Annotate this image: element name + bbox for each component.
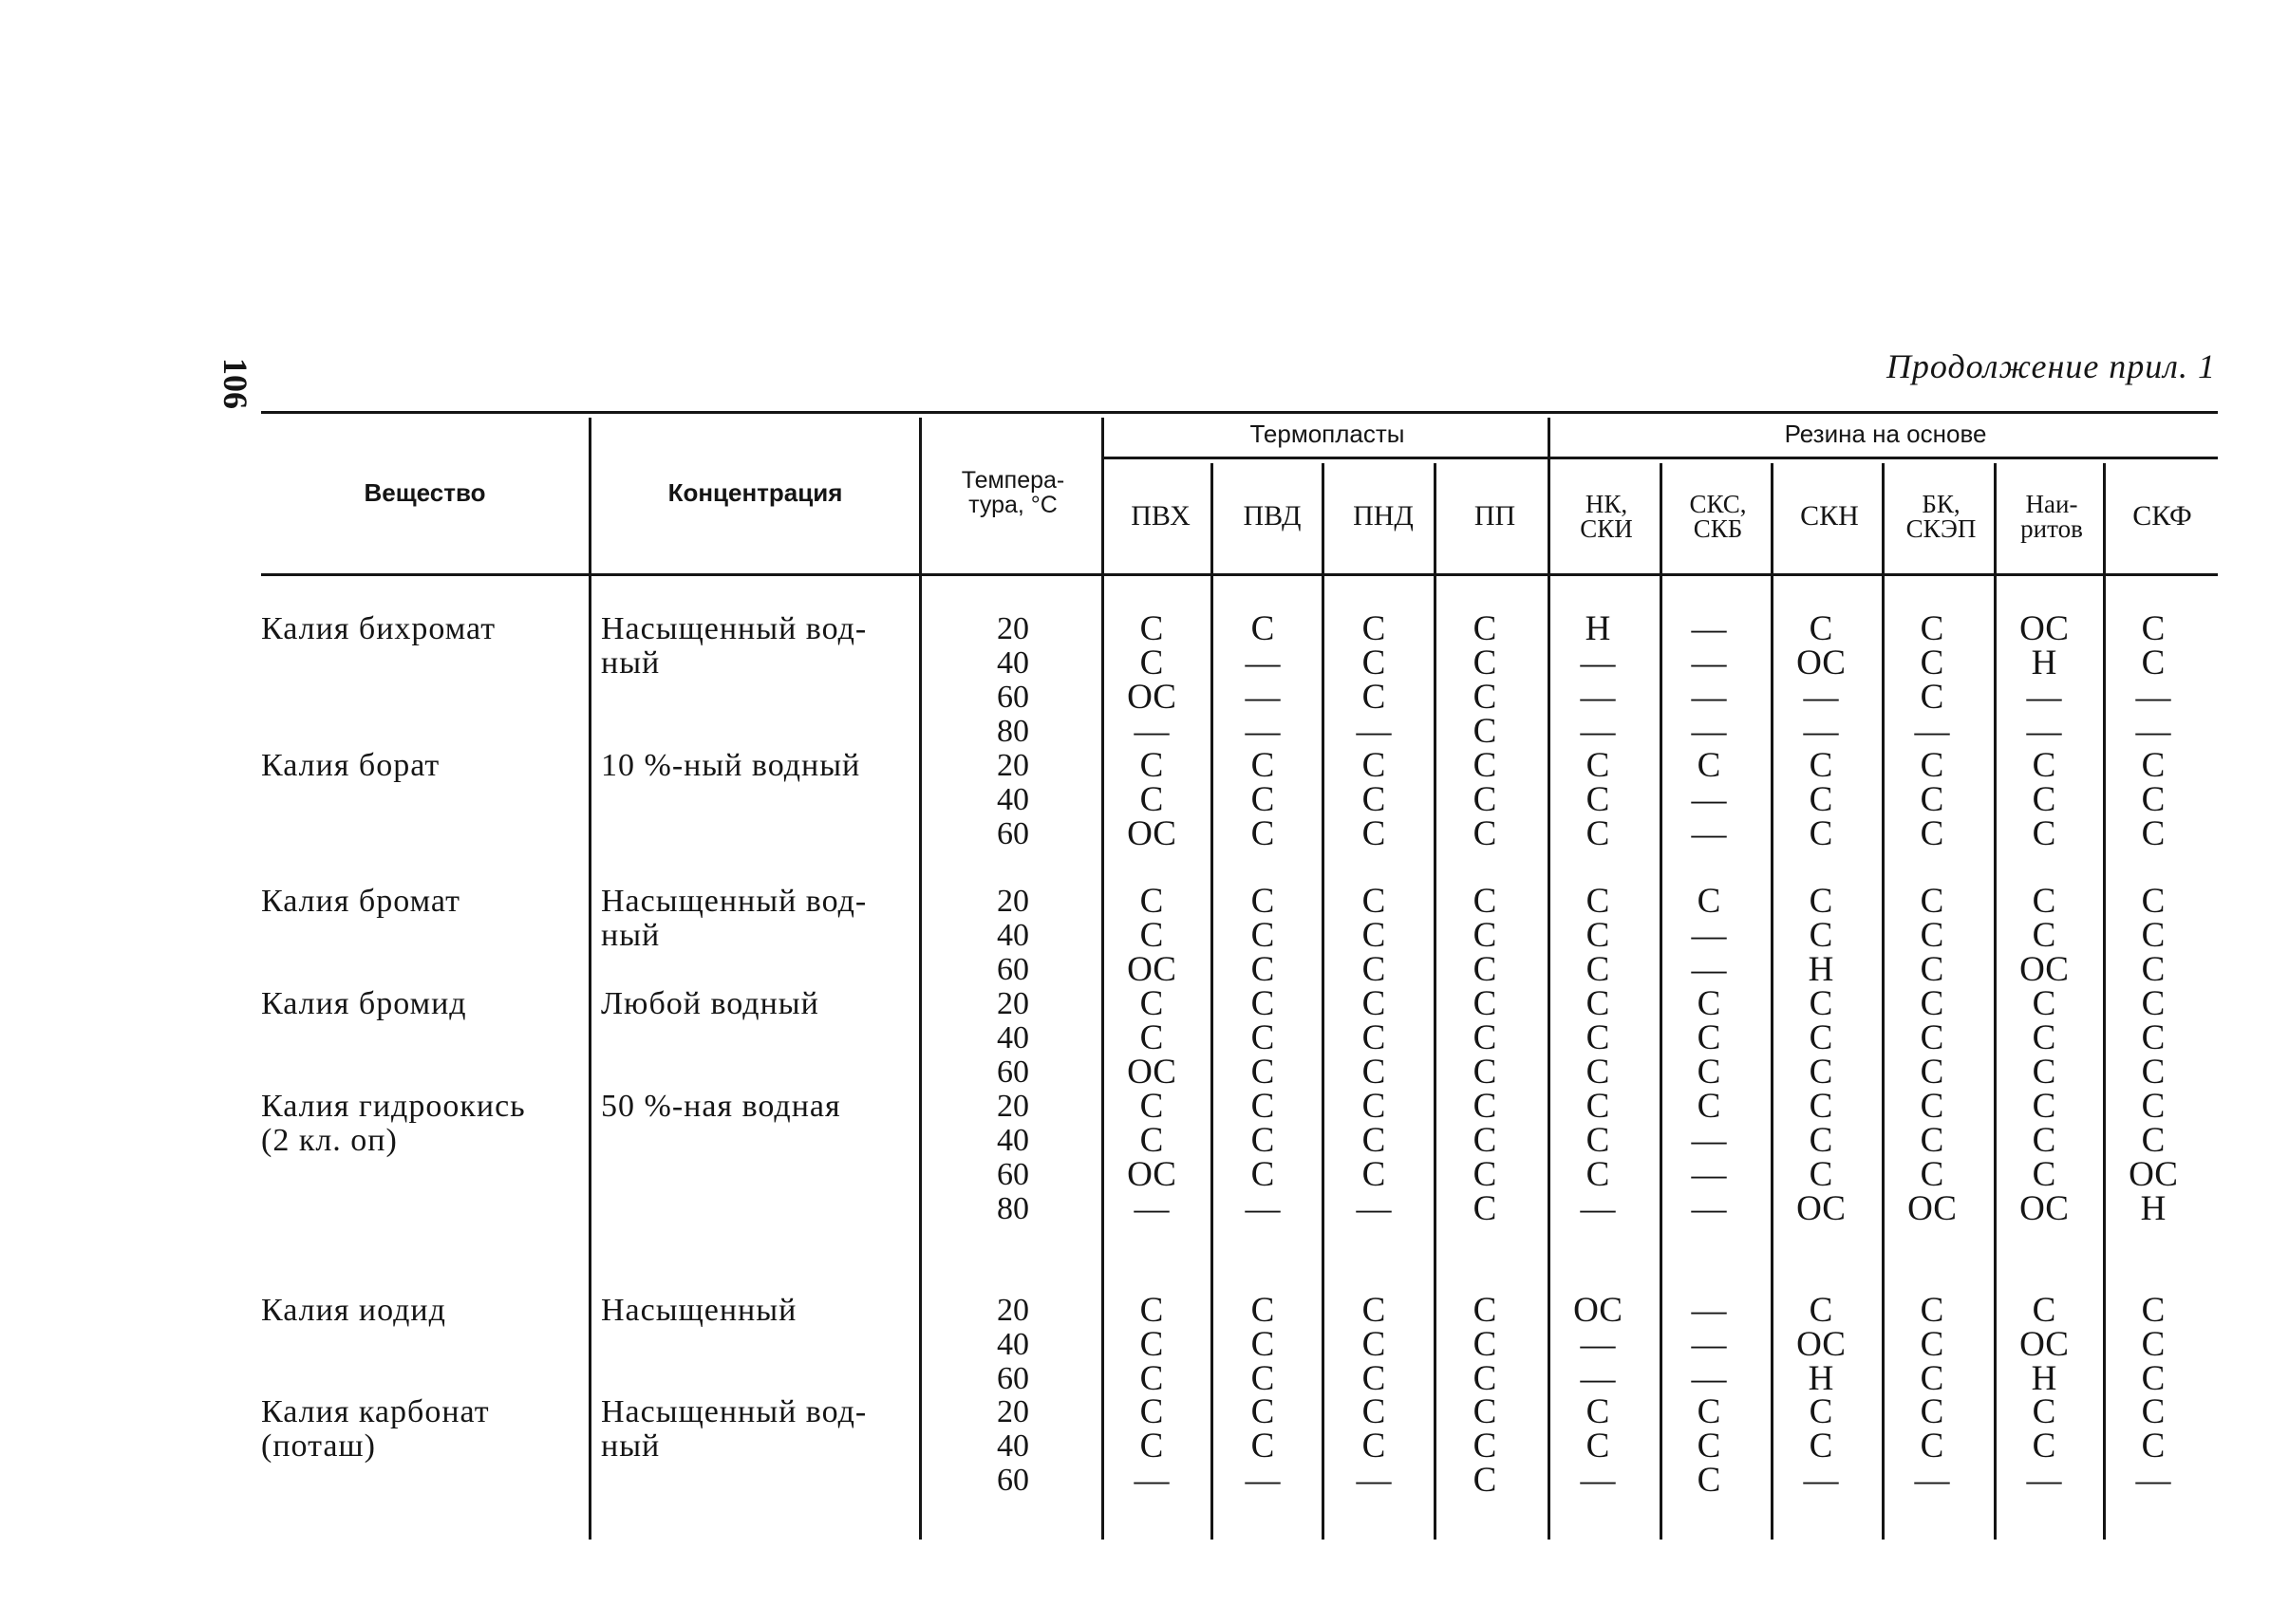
resistance-cell: С: [1361, 746, 1386, 785]
header-col-2: ПНД: [1353, 500, 1414, 532]
resistance-cell: С: [2141, 644, 2166, 682]
resistance-cell: Н: [1808, 1359, 1834, 1398]
concentration-text: Насыщенный: [601, 1293, 797, 1328]
resistance-cell: ОС: [1907, 1189, 1957, 1228]
resistance-cell: С: [1809, 984, 1833, 1023]
temperature-value: 40: [997, 782, 1029, 817]
resistance-cell: —: [1691, 1189, 1727, 1228]
resistance-cell: С: [1139, 1392, 1164, 1431]
temperature-value: 60: [997, 1055, 1029, 1090]
resistance-cell: С: [1809, 1018, 1833, 1057]
resistance-cell: ОС: [1573, 1291, 1623, 1330]
resistance-cell: С: [1585, 1087, 1610, 1126]
resistance-cell: —: [1580, 1461, 1616, 1500]
resistance-cell: —: [1245, 712, 1281, 751]
resistance-cell: Н: [1585, 609, 1611, 648]
resistance-cell: —: [1580, 644, 1616, 682]
column-divider: [1322, 463, 1324, 1540]
resistance-cell: —: [2135, 1461, 2171, 1500]
resistance-cell: С: [1250, 984, 1275, 1023]
resistance-cell: С: [1361, 814, 1386, 853]
resistance-cell: С: [1920, 1018, 1944, 1057]
resistance-cell: С: [1920, 780, 1944, 819]
resistance-cell: С: [1250, 1121, 1275, 1160]
resistance-cell: —: [1134, 1461, 1170, 1500]
concentration-text: Насыщенный вод- ный: [601, 884, 868, 953]
resistance-cell: С: [1361, 1087, 1386, 1126]
column-divider: [589, 418, 591, 1540]
resistance-cell: С: [2141, 1053, 2166, 1092]
header-col-3: ПП: [1473, 500, 1516, 532]
resistance-cell: —: [1691, 1359, 1727, 1398]
resistance-cell: С: [1809, 1087, 1833, 1126]
resistance-cell: С: [1250, 916, 1275, 955]
resistance-cell: Н: [2031, 644, 2057, 682]
resistance-cell: С: [2141, 1359, 2166, 1398]
resistance-cell: —: [1803, 712, 1839, 751]
resistance-cell: С: [2032, 916, 2056, 955]
resistance-cell: С: [2141, 1087, 2166, 1126]
resistance-cell: С: [1473, 644, 1497, 682]
resistance-cell: С: [1920, 1087, 1944, 1126]
resistance-cell: —: [1580, 1189, 1616, 1228]
resistance-cell: С: [1920, 609, 1944, 648]
resistance-cell: С: [1920, 678, 1944, 717]
temperature-value: 60: [997, 1361, 1029, 1396]
resistance-cell: С: [1809, 1427, 1833, 1465]
resistance-cell: С: [2032, 882, 2056, 921]
resistance-cell: С: [2141, 1427, 2166, 1465]
resistance-cell: —: [1356, 1189, 1392, 1228]
temperature-value: 60: [997, 1157, 1029, 1192]
resistance-cell: С: [2032, 1087, 2056, 1126]
resistance-cell: С: [1920, 1359, 1944, 1398]
header-col-7: БК, СКЭП: [1905, 490, 1977, 543]
resistance-cell: С: [1473, 1189, 1497, 1228]
substance-name: Калия борат: [261, 748, 441, 783]
resistance-cell: С: [1920, 916, 1944, 955]
resistance-cell: ОС: [2019, 1325, 2069, 1364]
resistance-cell: С: [1361, 1053, 1386, 1092]
resistance-cell: —: [2026, 1461, 2062, 1500]
resistance-cell: С: [1250, 746, 1275, 785]
resistance-cell: С: [2032, 984, 2056, 1023]
temperature-value: 40: [997, 1020, 1029, 1055]
temperature-value: 60: [997, 816, 1029, 851]
resistance-cell: С: [1473, 1359, 1497, 1398]
resistance-cell: С: [1920, 1291, 1944, 1330]
resistance-cell: С: [1473, 746, 1497, 785]
resistance-cell: С: [2141, 746, 2166, 785]
resistance-cell: С: [1361, 1018, 1386, 1057]
resistance-cell: С: [1361, 780, 1386, 819]
temperature-value: 20: [997, 1394, 1029, 1429]
resistance-cell: С: [1473, 1392, 1497, 1431]
resistance-cell: С: [2141, 814, 2166, 853]
resistance-cell: С: [2141, 1325, 2166, 1364]
resistance-cell: —: [1134, 1189, 1170, 1228]
resistance-cell: С: [1250, 609, 1275, 648]
resistance-cell: С: [1473, 1291, 1497, 1330]
resistance-cell: С: [1473, 609, 1497, 648]
resistance-cell: С: [1697, 984, 1721, 1023]
resistance-cell: —: [1356, 712, 1392, 751]
header-bottom-rule: [261, 573, 2218, 576]
resistance-cell: С: [1920, 1392, 1944, 1431]
resistance-cell: С: [1697, 746, 1721, 785]
resistance-cell: ОС: [1796, 1325, 1846, 1364]
resistance-cell: С: [1473, 712, 1497, 751]
header-substance: Вещество: [364, 477, 486, 507]
resistance-cell: —: [1245, 1189, 1281, 1228]
resistance-cell: —: [1691, 780, 1727, 819]
resistance-cell: С: [1250, 1155, 1275, 1194]
resistance-cell: С: [2141, 882, 2166, 921]
resistance-cell: С: [1250, 1291, 1275, 1330]
resistance-cell: С: [1697, 1018, 1721, 1057]
temperature-value: 40: [997, 918, 1029, 953]
resistance-cell: С: [1585, 1155, 1610, 1194]
resistance-cell: С: [1361, 916, 1386, 955]
resistance-cell: С: [1473, 916, 1497, 955]
resistance-cell: С: [1250, 882, 1275, 921]
header-col-1: ПВД: [1243, 500, 1302, 532]
resistance-cell: С: [1139, 1325, 1164, 1364]
resistance-cell: —: [1914, 712, 1950, 751]
page-number: 106: [216, 358, 254, 409]
header-col-6: СКН: [1800, 500, 1859, 532]
temperature-value: 40: [997, 1428, 1029, 1464]
resistance-cell: С: [1473, 1018, 1497, 1057]
resistance-cell: С: [1585, 1018, 1610, 1057]
temperature-value: 20: [997, 1293, 1029, 1328]
resistance-cell: С: [1809, 746, 1833, 785]
resistance-cell: С: [1585, 984, 1610, 1023]
resistance-cell: —: [1691, 950, 1727, 989]
resistance-cell: С: [1139, 1018, 1164, 1057]
resistance-cell: С: [1473, 1121, 1497, 1160]
substance-name: Калия бромат: [261, 884, 460, 919]
column-divider: [1434, 463, 1436, 1540]
resistance-cell: С: [1361, 1121, 1386, 1160]
resistance-cell: С: [1361, 882, 1386, 921]
resistance-cell: С: [1361, 1155, 1386, 1194]
resistance-cell: —: [1245, 678, 1281, 717]
resistance-cell: С: [2141, 1121, 2166, 1160]
resistance-cell: —: [1691, 1291, 1727, 1330]
resistance-cell: С: [1809, 1155, 1833, 1194]
resistance-cell: С: [2141, 1392, 2166, 1431]
resistance-cell: С: [1139, 780, 1164, 819]
resistance-cell: С: [1250, 1325, 1275, 1364]
concentration-text: 10 %-ный водный: [601, 748, 861, 783]
header-col-4: НК, СКИ: [1580, 490, 1633, 543]
temperature-value: 80: [997, 1191, 1029, 1226]
resistance-cell: —: [1134, 712, 1170, 751]
resistance-cell: С: [1585, 882, 1610, 921]
temperature-value: 40: [997, 1123, 1029, 1158]
resistance-cell: С: [1473, 1461, 1497, 1500]
resistance-cell: С: [1585, 1427, 1610, 1465]
resistance-cell: —: [1691, 1155, 1727, 1194]
resistance-cell: С: [1473, 1427, 1497, 1465]
resistance-cell: ОС: [1127, 678, 1176, 717]
resistance-cell: С: [1139, 609, 1164, 648]
resistance-cell: С: [2032, 746, 2056, 785]
resistance-cell: —: [1914, 1461, 1950, 1500]
resistance-cell: С: [1250, 1392, 1275, 1431]
resistance-cell: —: [1580, 678, 1616, 717]
resistance-cell: С: [1473, 780, 1497, 819]
resistance-cell: С: [1473, 882, 1497, 921]
resistance-cell: ОС: [2019, 609, 2069, 648]
resistance-cell: С: [1585, 1053, 1610, 1092]
resistance-cell: С: [1473, 1155, 1497, 1194]
resistance-cell: С: [1920, 1053, 1944, 1092]
resistance-cell: —: [1580, 1359, 1616, 1398]
substance-name: Калия иодид: [261, 1293, 446, 1328]
resistance-cell: С: [1585, 814, 1610, 853]
header-col-0: ПВХ: [1131, 500, 1191, 532]
column-divider: [1210, 463, 1213, 1540]
resistance-cell: С: [1250, 1427, 1275, 1465]
continuation-caption: Продолжение прил. 1: [1886, 347, 2216, 385]
resistance-cell: С: [1361, 1427, 1386, 1465]
concentration-text: 50 %-ная водная: [601, 1089, 841, 1124]
temperature-value: 20: [997, 884, 1029, 919]
resistance-cell: С: [1585, 780, 1610, 819]
resistance-cell: С: [1250, 780, 1275, 819]
header-thermoplastics: Термопласты: [1249, 420, 1405, 448]
resistance-cell: С: [1139, 1121, 1164, 1160]
resistance-cell: С: [1139, 746, 1164, 785]
resistance-cell: С: [1139, 1291, 1164, 1330]
resistance-cell: —: [1691, 916, 1727, 955]
resistance-cell: С: [1361, 984, 1386, 1023]
resistance-cell: С: [1585, 1121, 1610, 1160]
resistance-cell: С: [1139, 1427, 1164, 1465]
resistance-cell: С: [2141, 780, 2166, 819]
resistance-cell: С: [1361, 1325, 1386, 1364]
resistance-cell: С: [2032, 780, 2056, 819]
temperature-value: 20: [997, 986, 1029, 1021]
resistance-cell: С: [2032, 1053, 2056, 1092]
resistance-cell: С: [2032, 1392, 2056, 1431]
resistance-cell: С: [2141, 950, 2166, 989]
resistance-cell: С: [1361, 1392, 1386, 1431]
resistance-cell: С: [2032, 1427, 2056, 1465]
resistance-cell: —: [1803, 1461, 1839, 1500]
resistance-cell: С: [1809, 1291, 1833, 1330]
resistance-cell: С: [1250, 1359, 1275, 1398]
header-concentration: Концентрация: [667, 477, 843, 507]
resistance-cell: С: [1585, 1392, 1610, 1431]
resistance-cell: —: [1580, 712, 1616, 751]
resistance-cell: С: [1361, 1291, 1386, 1330]
column-divider: [919, 418, 922, 1540]
resistance-cell: С: [1139, 1087, 1164, 1126]
resistance-cell: —: [1691, 1121, 1727, 1160]
resistance-cell: С: [1250, 1053, 1275, 1092]
resistance-cell: С: [2141, 916, 2166, 955]
resistance-cell: —: [1691, 814, 1727, 853]
resistance-cell: С: [1920, 950, 1944, 989]
substance-name: Калия бромид: [261, 986, 467, 1021]
resistance-cell: —: [2135, 678, 2171, 717]
resistance-cell: С: [2032, 1291, 2056, 1330]
header-col-5: СКС, СКБ: [1689, 490, 1747, 543]
resistance-cell: С: [1250, 1018, 1275, 1057]
resistance-cell: —: [1356, 1461, 1392, 1500]
resistance-cell: ОС: [1127, 950, 1176, 989]
temperature-value: 80: [997, 714, 1029, 749]
resistance-cell: С: [1250, 814, 1275, 853]
resistance-cell: С: [1920, 1121, 1944, 1160]
concentration-text: Любой водный: [601, 986, 819, 1021]
resistance-cell: С: [2032, 1155, 2056, 1194]
resistance-cell: ОС: [1796, 644, 1846, 682]
resistance-cell: С: [1697, 1427, 1721, 1465]
header-col-8: Наи- ритов: [2020, 490, 2083, 543]
resistance-cell: С: [1920, 882, 1944, 921]
resistance-cell: С: [1585, 746, 1610, 785]
resistance-cell: Н: [2140, 1189, 2167, 1228]
resistance-cell: —: [1245, 644, 1281, 682]
resistance-cell: С: [1697, 1053, 1721, 1092]
resistance-cell: С: [2032, 1121, 2056, 1160]
resistance-cell: С: [1139, 644, 1164, 682]
resistance-cell: ОС: [2129, 1155, 2178, 1194]
resistance-cell: С: [1250, 950, 1275, 989]
resistance-cell: С: [2141, 609, 2166, 648]
resistance-cell: ОС: [2019, 950, 2069, 989]
resistance-cell: С: [1473, 1087, 1497, 1126]
resistance-cell: С: [1809, 882, 1833, 921]
temperature-value: 60: [997, 1463, 1029, 1498]
temperature-value: 40: [997, 1327, 1029, 1362]
resistance-cell: С: [1920, 1325, 1944, 1364]
resistance-cell: ОС: [1796, 1189, 1846, 1228]
resistance-cell: С: [1473, 678, 1497, 717]
temperature-value: 20: [997, 748, 1029, 783]
header-temperature: Темпера- тура, °С: [961, 466, 1065, 518]
resistance-cell: С: [2032, 814, 2056, 853]
resistance-cell: С: [1697, 882, 1721, 921]
resistance-cell: —: [1691, 678, 1727, 717]
resistance-cell: С: [1697, 1461, 1721, 1500]
resistance-cell: ОС: [1127, 814, 1176, 853]
resistance-cell: —: [1803, 678, 1839, 717]
resistance-cell: —: [1580, 1325, 1616, 1364]
substance-name: Калия бихромат: [261, 611, 497, 646]
concentration-text: Насыщенный вод- ный: [601, 611, 868, 681]
resistance-cell: —: [2026, 678, 2062, 717]
resistance-cell: С: [1361, 1359, 1386, 1398]
header-col-9: СКФ: [2132, 500, 2192, 532]
resistance-cell: С: [1473, 984, 1497, 1023]
resistance-cell: ОС: [2019, 1189, 2069, 1228]
temperature-value: 20: [997, 1089, 1029, 1124]
substance-name: Калия карбонат (поташ): [261, 1394, 490, 1464]
resistance-cell: С: [2141, 1018, 2166, 1057]
temperature-value: 40: [997, 645, 1029, 681]
resistance-cell: С: [1473, 950, 1497, 989]
temperature-value: 60: [997, 680, 1029, 715]
resistance-cell: С: [1809, 1121, 1833, 1160]
resistance-cell: С: [1473, 1325, 1497, 1364]
resistance-cell: С: [1585, 916, 1610, 955]
temperature-value: 20: [997, 611, 1029, 646]
resistance-cell: С: [1697, 1392, 1721, 1431]
temperature-value: 60: [997, 952, 1029, 987]
resistance-cell: С: [1139, 984, 1164, 1023]
resistance-cell: С: [1809, 609, 1833, 648]
resistance-cell: —: [1691, 609, 1727, 648]
resistance-cell: С: [1361, 950, 1386, 989]
resistance-cell: С: [1361, 644, 1386, 682]
resistance-cell: С: [1809, 916, 1833, 955]
resistance-cell: —: [2135, 712, 2171, 751]
resistance-cell: С: [1139, 916, 1164, 955]
resistance-cell: С: [1920, 1155, 1944, 1194]
resistance-cell: —: [2026, 712, 2062, 751]
substance-name: Калия гидроокись (2 кл. оп): [261, 1089, 526, 1158]
resistance-cell: ОС: [1127, 1155, 1176, 1194]
resistance-cell: С: [1809, 780, 1833, 819]
resistance-cell: —: [1245, 1461, 1281, 1500]
resistance-cell: С: [1920, 984, 1944, 1023]
resistance-cell: С: [1473, 814, 1497, 853]
resistance-cell: Н: [1808, 950, 1834, 989]
header-rubber: Резина на основе: [1784, 420, 1987, 448]
resistance-cell: С: [1250, 1087, 1275, 1126]
resistance-cell: —: [1691, 1325, 1727, 1364]
resistance-cell: С: [1697, 1087, 1721, 1126]
resistance-cell: С: [1473, 1053, 1497, 1092]
resistance-cell: С: [1920, 644, 1944, 682]
resistance-cell: —: [1691, 644, 1727, 682]
resistance-cell: С: [1139, 882, 1164, 921]
resistance-cell: С: [1809, 1053, 1833, 1092]
resistance-cell: С: [1585, 950, 1610, 989]
resistance-cell: С: [1920, 1427, 1944, 1465]
resistance-cell: С: [2141, 984, 2166, 1023]
resistance-cell: С: [1920, 746, 1944, 785]
resistance-cell: С: [1809, 814, 1833, 853]
resistance-cell: С: [1361, 678, 1386, 717]
resistance-cell: С: [1920, 814, 1944, 853]
resistance-cell: ОС: [1127, 1053, 1176, 1092]
resistance-cell: С: [1361, 609, 1386, 648]
resistance-cell: С: [1809, 1392, 1833, 1431]
resistance-cell: —: [1691, 712, 1727, 751]
resistance-cell: Н: [2031, 1359, 2057, 1398]
resistance-cell: С: [1139, 1359, 1164, 1398]
resistance-cell: С: [2141, 1291, 2166, 1330]
resistance-cell: С: [2032, 1018, 2056, 1057]
concentration-text: Насыщенный вод- ный: [601, 1394, 868, 1464]
